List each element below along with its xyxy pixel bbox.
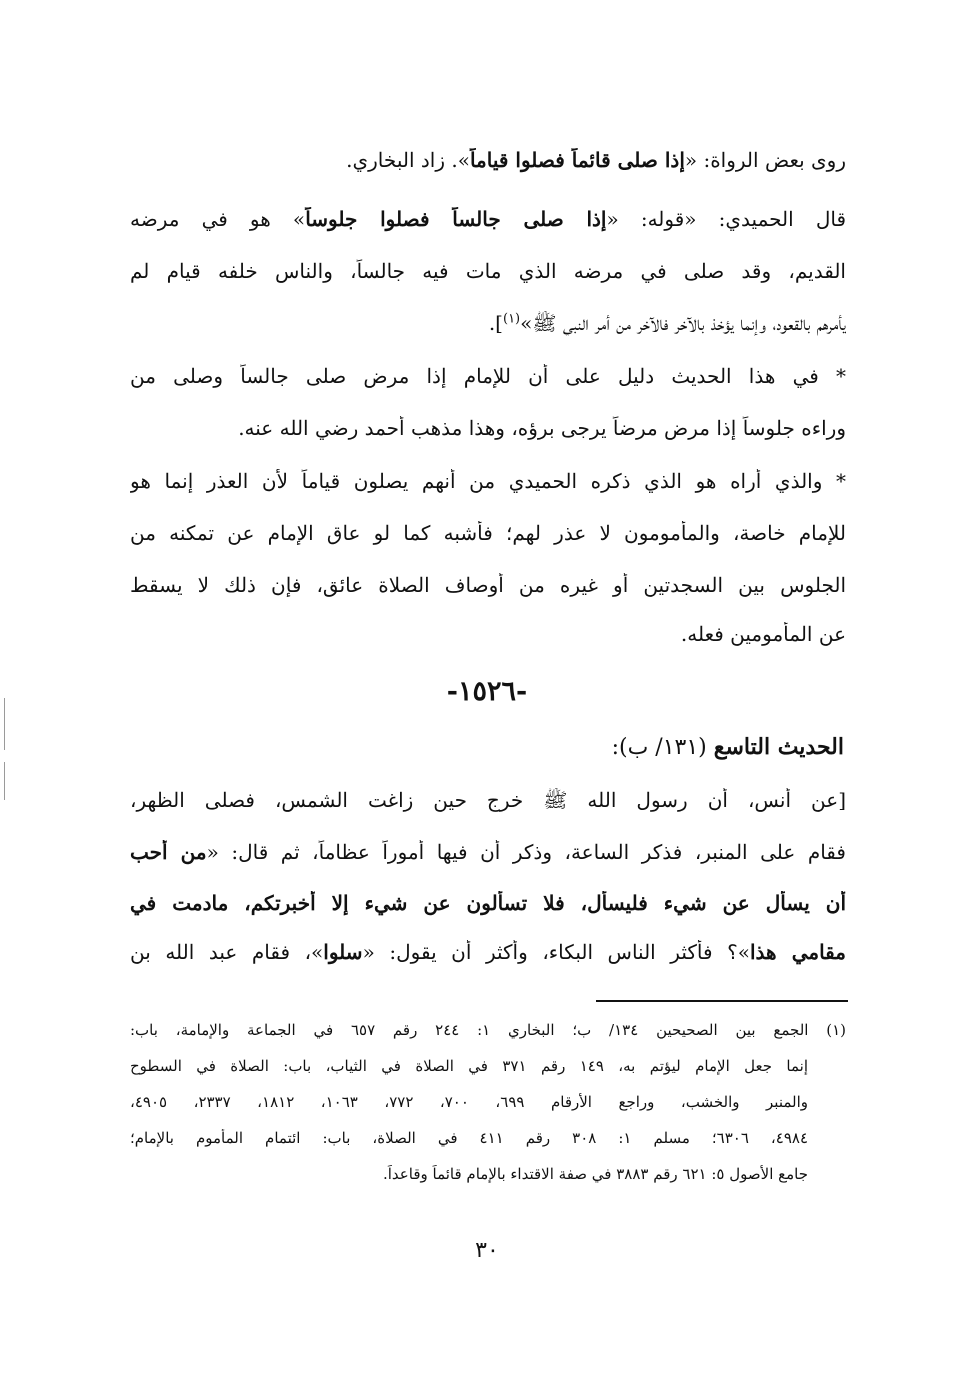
body-line (130, 469, 846, 494)
text-segment: الجلوس بين السجدتين أو غيره من أوصاف الصلاة عائق، فإن ذلك لا يسقط (130, 573, 846, 597)
text-segment: ]. (488, 311, 503, 335)
bold-text-segment: مقامي هذا (749, 940, 846, 964)
text-segment: يأمرهم بالقعود، وإنما يؤخذ بالآخر فالآخر من أمر النبي ﷺ» (520, 311, 846, 335)
bold-text-segment: إذا صلى جالساً فصلوا جلوساً (305, 207, 607, 231)
body-line (130, 364, 846, 389)
heading-reference: (١٣١/ ب): (611, 735, 714, 760)
hadith-line (130, 788, 846, 813)
body-line (130, 416, 846, 441)
text-segment: قال الحميدي: «قوله: « (606, 207, 846, 231)
heading-title: الحديث التاسع (713, 734, 844, 760)
footnote-line: (١) الجمع بين الصحيحين ١٣٤/ ب؛ البخاري ١: ٢٤٤ رقم ٦٥٧ في الجماعة والإمامة، باب: (130, 1021, 846, 1039)
body-line (130, 259, 846, 284)
body-line (130, 148, 846, 173)
section-heading (612, 734, 844, 760)
text-segment: * في هذا الحديث دليل على أن للإمام إذا مرض صلى جالساً وصلى من (130, 364, 846, 388)
footnote-separator (596, 1000, 848, 1002)
text-segment: للإمام خاصة، والمأمومون لا عذر لهم؛ فأشبه كما لو عاق الإمام عن تمكنه من (130, 521, 846, 545)
text-segment: »، فقام عبد الله بن (130, 940, 324, 964)
bold-text-segment: إذا صلى قائماً فصلوا قياماً (469, 148, 685, 172)
text-segment: * والذي أراه هو الذي ذكره الحميدي من أنهم يصلون قياماً لأن العذر إنما هو (130, 469, 846, 493)
text-segment: روى بعض الرواة: « (684, 148, 846, 172)
page-number: ٣٠ (475, 1238, 499, 1263)
body-line (130, 521, 846, 546)
text-segment: » هو في مرضه (130, 207, 306, 231)
hadith-number: -١٥٢٦- (446, 676, 528, 707)
text-segment: فقام على المنبر، فذكر الساعة، وذكر أن فيها أموراً عظاماً، ثم قال: « (206, 840, 846, 864)
hadith-line (130, 891, 846, 916)
text-segment: وراءه جلوساً إذا مرض مرضاً يرجى برؤه، وهذا مذهب أحمد رضي الله عنه. (238, 416, 846, 440)
footnote-marker: (١) (502, 311, 521, 327)
text-segment: [عن أنس، أن رسول الله ﷺ خرج حين زاغت الشمس، فصلى الظهر، (130, 788, 846, 812)
text-segment: »؟ فأكثر الناس البكاء، وأكثر أن يقول: « (362, 940, 750, 964)
body-line (130, 622, 846, 647)
text-segment: القديم، وقد صلى في مرضه الذي مات فيه جالساً، والناس خلفه قيام لم (130, 259, 846, 283)
bold-text-segment: أن يسأل عن شيء فليسأل، فلا تسألون عن شيء إلا أخبرتكم، مادمت في (130, 891, 846, 915)
hadith-line (130, 840, 846, 865)
footnote-line: ٤٩٨٤، ٦٣٠٦؛ مسلم ١: ٣٠٨ رقم ٤١١ في الصلاة، باب: ائتمام المأموم بالإمام؛ (130, 1129, 808, 1147)
hadith-line (130, 940, 846, 965)
body-line (130, 311, 846, 336)
footnote-line: جامع الأصول ٥: ٦٢١ رقم ٣٨٨٣ في صفة الاقتداء بالإمام قائماً وقاعداً. (382, 1165, 808, 1183)
footnote-line: والمنبر والخشب، وراجع الأرقام ٦٩٩، ٧٠٠، ٧٧٢، ١٠٦٣، ١٨١٢، ٢٣٣٧، ٤٩٠٥، (130, 1093, 808, 1111)
bold-text-segment: من أحب (130, 840, 207, 864)
text-segment: ». زاد البخاري. (346, 148, 470, 172)
footnote-line: إنما جعل الإمام ليؤتم به، ١٤٩ رقم ٣٧١ في الصلاة في الثياب، باب: الصلاة في السطوح (130, 1057, 808, 1075)
body-line (130, 573, 846, 598)
text-segment: عن المأمومين فعله. (680, 622, 846, 646)
bold-text-segment: سلوا (323, 940, 363, 964)
scan-edge-mark (4, 762, 5, 800)
body-line (130, 207, 846, 232)
